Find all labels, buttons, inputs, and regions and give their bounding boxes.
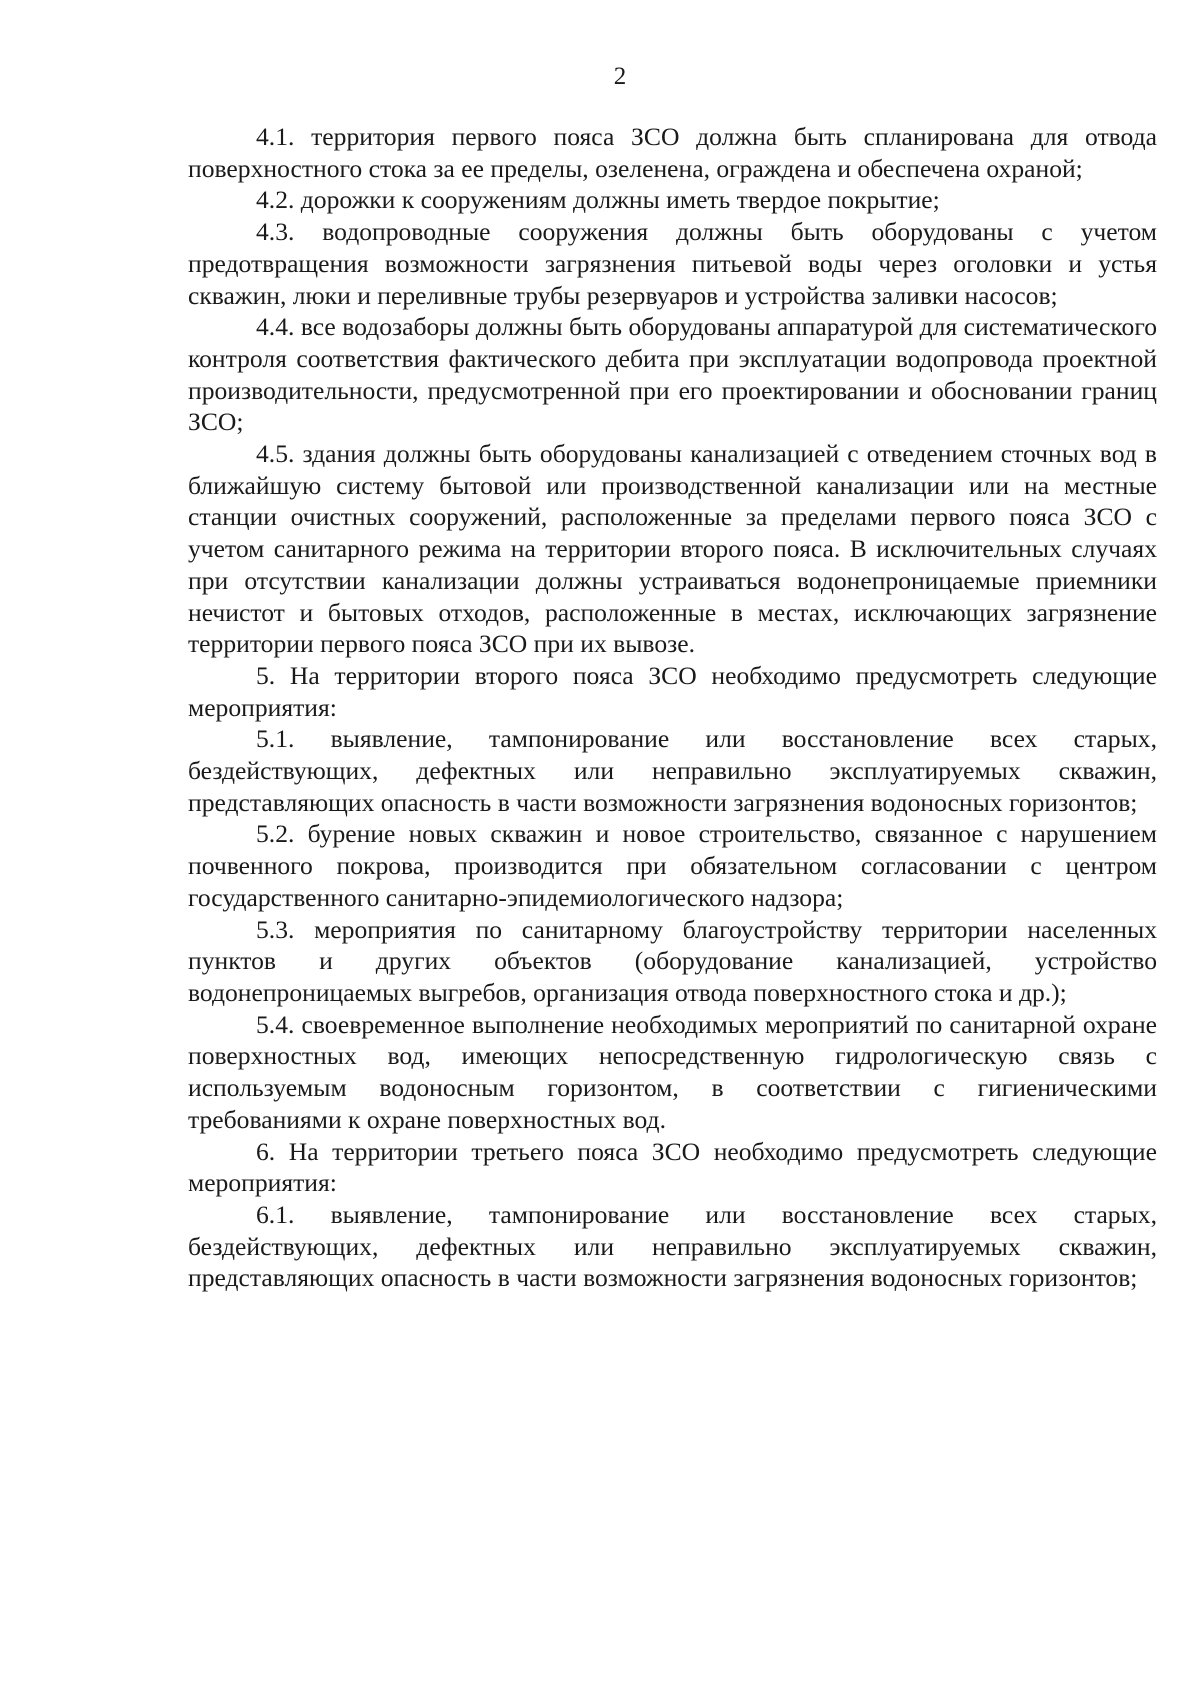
paragraph-4-1: 4.1. территория первого пояса ЗСО должна быть спланирована для отвода поверхностного стока за ее пределы, озеленена, ограждена и обеспечена охраной; (188, 122, 1157, 183)
paragraph-4-2: 4.2. дорожки к сооружениям должны иметь твердое покрытие; (256, 185, 940, 215)
paragraph-4-4: 4.4. все водозаборы должны быть оборудованы аппаратурой для систематического контроля соответствия фактического дебита при эксплуатации водопровода проектной производительности, предусмотренной при его проектировании и обосновании границ ЗСО; (188, 312, 1157, 437)
document-body (188, 121, 1157, 1294)
paragraph-4-5: 4.5. здания должны быть оборудованы канализацией с отведением сточных вод в ближайшую систему бытовой или производственной канализации или на местные станции очистных сооружений, расположенные за пределами первого пояса ЗСО с учетом санитарного режима на территории второго пояса. В исключительных случаях при отсутствии канализации должны устраиваться водонепроницаемые приемники нечистот и бытовых отходов, расположенные в местах, исключающих загрязнение территории первого пояса ЗСО при их вывозе. (188, 439, 1157, 659)
paragraph-4-3: 4.3. водопроводные сооружения должны быть оборудованы с учетом предотвращения возможности загрязнения питьевой воды через оголовки и устья скважин, люки и переливные трубы резервуаров и устройства заливки насосов; (188, 217, 1157, 310)
paragraph-6: 6. На территории третьего пояса ЗСО необходимо предусмотреть следующие мероприятия: (188, 1136, 1157, 1198)
paragraph-5-1: 5.1. выявление, тампонирование или восстановление всех старых, бездействующих, дефектных или неправильно эксплуатируемых скважин, представляющих опасность в части возможности загрязнения водоносных горизонтов; (188, 724, 1157, 817)
paragraph-5-2: 5.2. бурение новых скважин и новое строительство, связанное с нарушением почвенного покрова, производится при обязательном согласовании с центром государственного санитарно-эпидемиологического надзора; (188, 819, 1157, 912)
paragraph-5-4: 5.4. своевременное выполнение необходимых мероприятий по санитарной охране поверхностных вод, имеющих непосредственную гидрологическую связь с используемым водоносным горизонтом, в соответствии с гигиеническими требованиями к охране поверхностных вод. (188, 1009, 1157, 1134)
page-number: 2 (613, 63, 627, 90)
paragraph-6-1: 6.1. выявление, тампонирование или восстановление всех старых, бездействующих, дефектных или неправильно эксплуатируемых скважин, представляющих опасность в части возможности загрязнения водоносных горизонтов; (188, 1199, 1157, 1293)
paragraph-5-3: 5.3. мероприятия по санитарному благоустройству территории населенных пунктов и других объектов (оборудование канализацией, устройство водонепроницаемых выгребов, организация отвода поверхностного стока и др.); (188, 914, 1157, 1007)
paragraph-5: 5. На территории второго пояса ЗСО необходимо предусмотреть следующие мероприятия: (188, 660, 1157, 722)
